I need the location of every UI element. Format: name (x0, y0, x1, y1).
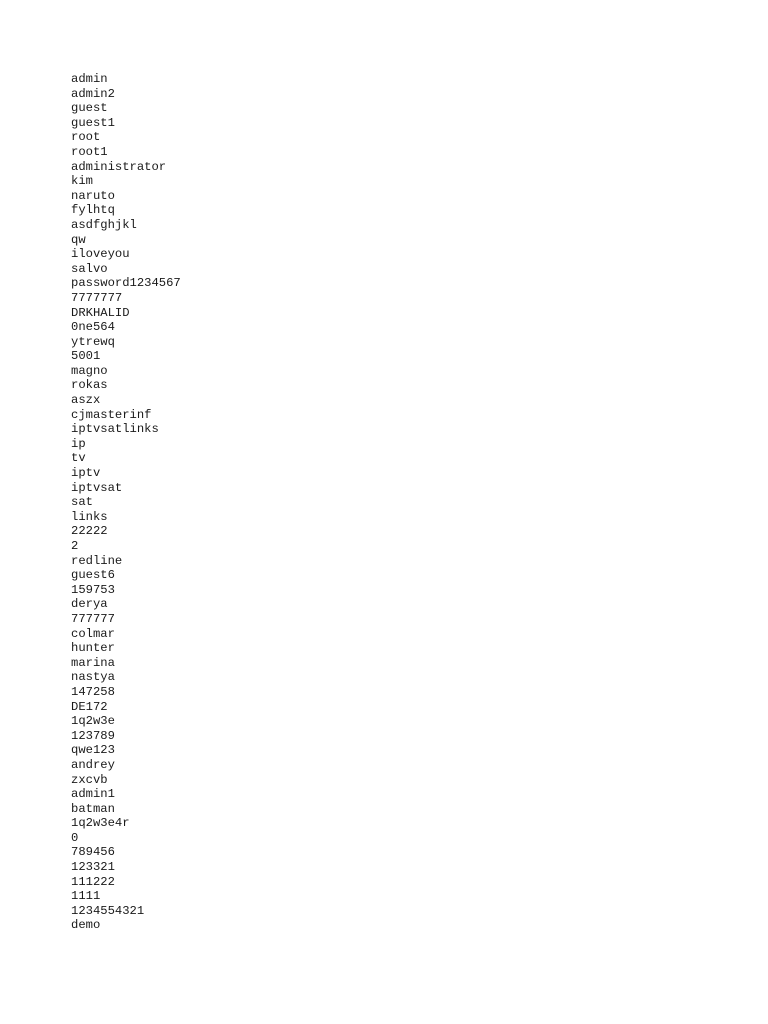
text-line: ip (71, 436, 86, 451)
text-line: 159753 (71, 582, 115, 597)
text-line: colmar (71, 626, 115, 641)
text-line: DE172 (71, 699, 108, 714)
text-line: rokas (71, 378, 108, 393)
text-line: 1234554321 (71, 903, 145, 918)
text-line: 1111 (71, 889, 101, 904)
text-line: DRKHALID (71, 305, 130, 320)
text-line: 2 (71, 539, 79, 553)
text-line: administrator (71, 159, 167, 174)
text-line: andrey (71, 757, 115, 772)
text-line: links (71, 509, 108, 524)
text-line: naruto (71, 188, 115, 203)
text-line: tv (71, 451, 86, 466)
text-line: cjmasterinf (71, 407, 152, 422)
text-line: asdfghjkl (71, 217, 137, 232)
text-line: admin1 (71, 787, 115, 802)
text-line: hunter (71, 641, 115, 656)
text-line: iloveyou (71, 247, 130, 262)
text-line: batman (71, 801, 115, 816)
text-line: aszx (71, 393, 101, 408)
text-line: 1q2w3e (71, 714, 115, 729)
text-line: qwe123 (71, 743, 115, 758)
text-line: iptvsatlinks (71, 422, 159, 437)
text-line: nastya (71, 670, 115, 685)
text-line: root (71, 130, 101, 145)
text-line: fylhtq (71, 203, 115, 218)
text-line: iptvsat (71, 480, 123, 495)
text-line: 123789 (71, 728, 115, 743)
text-line: kim (71, 174, 93, 189)
text-line: sat (71, 495, 93, 510)
text-line: magno (71, 363, 108, 378)
text-line: zxcvb (71, 772, 108, 787)
text-line: 123321 (71, 860, 115, 875)
text-line: 0ne564 (71, 320, 115, 335)
text-line: 111222 (71, 874, 115, 889)
word-list (71, 72, 181, 933)
text-line: admin2 (71, 86, 115, 101)
text-line: 1q2w3e4r (71, 816, 130, 831)
text-line: password1234567 (71, 276, 181, 291)
text-line: admin (71, 72, 108, 86)
text-line: demo (71, 918, 101, 933)
text-line: guest1 (71, 115, 115, 130)
text-line: ytrewq (71, 334, 115, 349)
text-line: root1 (71, 144, 108, 159)
text-line: redline (71, 553, 123, 568)
text-line: 147258 (71, 684, 115, 699)
text-line: 0 (71, 830, 79, 845)
text-line: 5001 (71, 349, 101, 364)
text-line: marina (71, 655, 115, 670)
text-line: qw (71, 232, 86, 247)
text-line: guest6 (71, 568, 115, 583)
text-line: derya (71, 597, 108, 612)
text-line: iptv (71, 466, 101, 481)
text-line: 789456 (71, 845, 115, 860)
text-line: 7777777 (71, 290, 123, 305)
text-line: 777777 (71, 611, 115, 626)
text-line: guest (71, 101, 108, 116)
text-line: 22222 (71, 524, 108, 539)
text-line: salvo (71, 261, 108, 276)
